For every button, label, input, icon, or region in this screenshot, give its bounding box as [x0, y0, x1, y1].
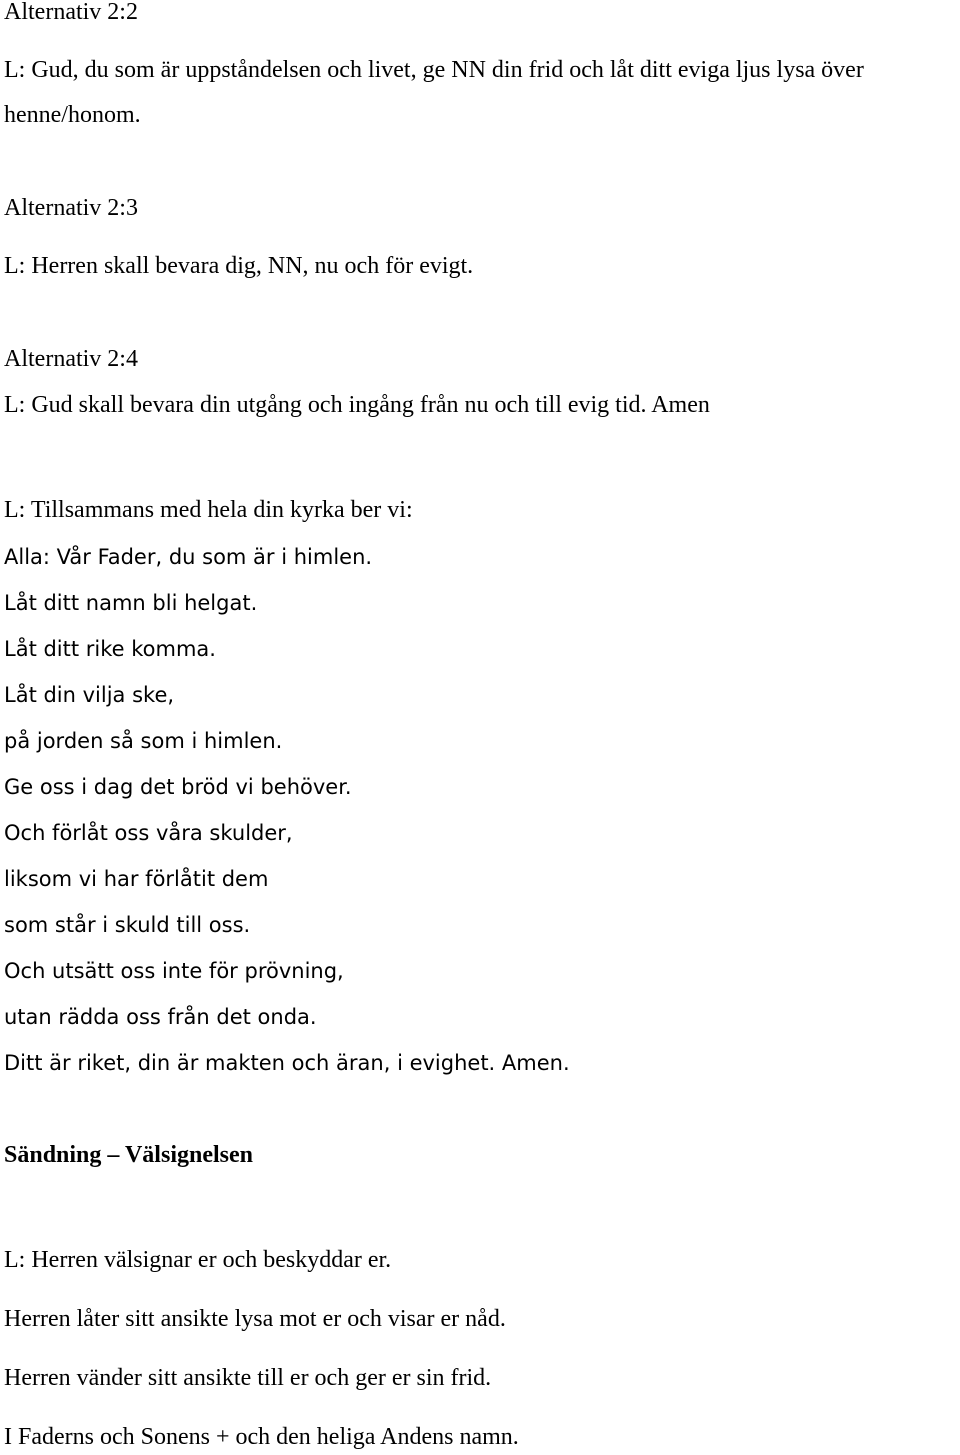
alternative-2-3-text: L: Herren skall bevara dig, NN, nu och för evigt. [4, 253, 474, 279]
prayer-line: på jorden så som i himlen. [4, 729, 283, 753]
blessing-line: Herren låter sitt ansikte lysa mot er och visar er nåd. [4, 1306, 506, 1332]
blessing-line: Herren vänder sitt ansikte till er och ger er sin frid. [4, 1365, 492, 1391]
alternative-2-2-heading: Alternativ 2:2 [4, 0, 138, 25]
prayer-line: Låt ditt namn bli helgat. [4, 591, 258, 615]
prayer-line: Alla: Vår Fader, du som är i himlen. [4, 545, 373, 569]
prayer-line: Och förlåt oss våra skulder, [4, 821, 293, 845]
alternative-2-2-text-line-1: L: Gud, du som är uppståndelsen och livet, ge NN din frid och låt ditt eviga ljus lysa över [4, 57, 864, 83]
blessing-line: I Faderns och Sonens + och den heliga Andens namn. [4, 1424, 519, 1450]
prayer-line: som står i skuld till oss. [4, 913, 251, 937]
alternative-2-2-text-line-2: henne/honom. [4, 102, 141, 128]
sending-heading: Sändning – Välsignelsen [4, 1142, 253, 1168]
prayer-intro: L: Tillsammans med hela din kyrka ber vi: [4, 497, 413, 523]
prayer-line: Ditt är riket, din är makten och äran, i evighet. Amen. [4, 1051, 570, 1075]
prayer-line: Ge oss i dag det bröd vi behöver. [4, 775, 352, 799]
prayer-line: Låt ditt rike komma. [4, 637, 216, 661]
alternative-2-4-text: L: Gud skall bevara din utgång och ingång från nu och till evig tid. Amen [4, 392, 710, 418]
alternative-2-4-heading: Alternativ 2:4 [4, 346, 138, 372]
prayer-line: Och utsätt oss inte för prövning, [4, 959, 344, 983]
prayer-line: utan rädda oss från det onda. [4, 1005, 317, 1029]
prayer-line: liksom vi har förlåtit dem [4, 867, 269, 891]
alternative-2-3-heading: Alternativ 2:3 [4, 195, 138, 221]
prayer-line: Låt din vilja ske, [4, 683, 175, 707]
blessing-line: L: Herren välsignar er och beskyddar er. [4, 1247, 392, 1273]
